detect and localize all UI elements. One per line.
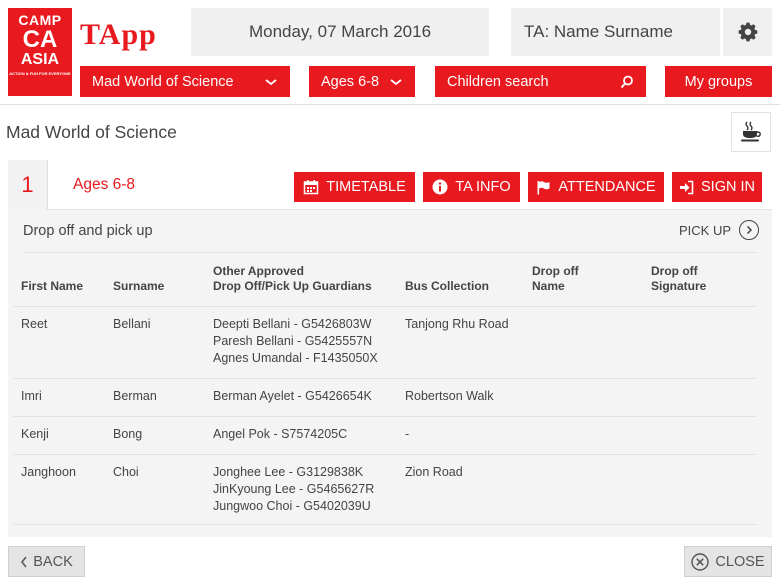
row-1-guardian-2: Paresh Bellani - G5425557N [213,334,373,348]
row-2-bus: Robertson Walk [405,389,494,403]
col-header-bus: Bus Collection [405,279,490,293]
row-1-guardian-1: Deepti Bellani - G5426803W [213,317,372,331]
children-search-button[interactable] [435,66,646,97]
app-name: TApp [80,18,157,51]
break-button[interactable] [731,112,771,152]
col-header-dropoff-signature [651,264,706,294]
section-title: Drop off and pick up [23,223,153,239]
gear-icon [736,20,760,44]
col-header-dropoff-name [532,264,579,294]
age-select[interactable] [309,66,415,97]
row-divider [13,416,756,417]
date-text: Monday, 07 March 2016 [248,22,432,41]
close-label: CLOSE [715,553,765,570]
user-display [511,8,720,56]
calendar-icon [303,179,319,195]
close-button[interactable] [684,546,772,577]
sign-in-label: SIGN IN [701,179,755,195]
date-display [191,8,489,56]
row-divider [13,378,756,379]
row-4-surname: Choi [113,465,139,479]
row-3-guardians [213,426,347,443]
back-label: BACK [33,553,73,570]
coffee-cup-icon [738,119,764,145]
row-4-guardians [213,464,374,515]
logo-line-3: ASIA [20,51,60,68]
row-3-first-name: Kenji [21,427,49,441]
timetable-label: TIMETABLE [326,179,406,195]
row-3-bus: - [405,427,410,441]
row-1-guardians [213,316,378,367]
group-number: 1 [8,160,48,210]
children-search-label: Children search [447,73,549,90]
age-select-value: Ages 6-8 [321,73,380,90]
logo-tagline: ACTION & FUN FOR EVERYONE [9,71,71,76]
timetable-button[interactable] [294,172,415,202]
chevron-down-icon [264,77,278,87]
page-title: Mad World of Science [6,122,177,142]
my-groups-button[interactable] [665,66,772,97]
attendance-button[interactable] [528,172,664,202]
row-4-guardian-3: Jungwoo Choi - G5402039U [213,499,371,513]
ta-info-label: TA INFO [455,179,511,195]
info-icon [432,179,448,195]
col-header-first-name: First Name [21,279,84,293]
row-4-guardian-1: Jonghee Lee - G3129838K [213,465,364,479]
attendance-label: ATTENDANCE [558,179,656,195]
chevron-left-icon [20,556,28,568]
col-header-guardians [213,264,372,294]
pick-up-toggle[interactable] [679,220,759,240]
ta-info-button[interactable] [423,172,520,202]
close-circle-icon [691,553,709,571]
row-4-guardian-2: JinKyoung Lee - G5465627R [213,482,375,496]
row-2-guardian-1: Berman Ayelet - G5426654K [213,389,372,403]
camp-asia-logo [8,8,72,96]
row-1-guardian-3: Agnes Umandal - F1435050X [213,351,378,365]
group-header [8,160,772,210]
logo-line-1: CAMP [18,12,62,28]
row-1-bus: Tanjong Rhu Road [405,317,509,331]
table-header-divider [13,306,756,307]
col-header-surname: Surname [113,279,165,293]
col-header-guardians-line1: Other Approved [213,264,304,278]
row-3-guardian-1: Angel Pok - S7574205C [213,427,348,441]
pick-up-label: PICK UP [679,222,732,238]
row-1-first-name: Reet [21,317,48,331]
row-4-first-name: Janghoon [21,465,76,479]
back-button[interactable] [8,546,85,577]
row-4-bus: Zion Road [405,465,463,479]
sign-in-icon [679,180,694,195]
group-age: Ages 6-8 [73,176,136,193]
col-header-dropoff-signature-line1: Drop off [651,264,698,278]
row-divider [13,524,756,525]
program-select-value: Mad World of Science [92,73,234,90]
row-3-surname: Bong [113,427,143,441]
settings-button[interactable] [723,8,772,56]
row-2-first-name: Imri [21,389,42,403]
header-divider [0,104,780,105]
chevron-down-icon [389,77,403,87]
chevron-right-circle-icon [739,220,759,240]
user-name: TA: Name Surname [524,22,673,41]
group-panel [8,160,772,537]
row-2-surname: Berman [113,389,157,403]
row-divider [13,454,756,455]
program-select[interactable] [80,66,290,97]
row-1-surname: Bellani [113,317,151,331]
col-header-dropoff-name-line1: Drop off [532,264,579,278]
col-header-dropoff-signature-line2: Signature [651,279,707,293]
row-2-guardians [213,388,372,405]
logo-line-2: CA [22,26,58,53]
section-divider [23,252,756,253]
my-groups-label: My groups [684,73,753,90]
flag-icon [536,180,551,195]
search-icon [620,75,634,89]
col-header-dropoff-name-line2: Name [532,279,565,293]
sign-in-button[interactable] [672,172,762,202]
col-header-guardians-line2: Drop Off/Pick Up Guardians [213,279,372,293]
